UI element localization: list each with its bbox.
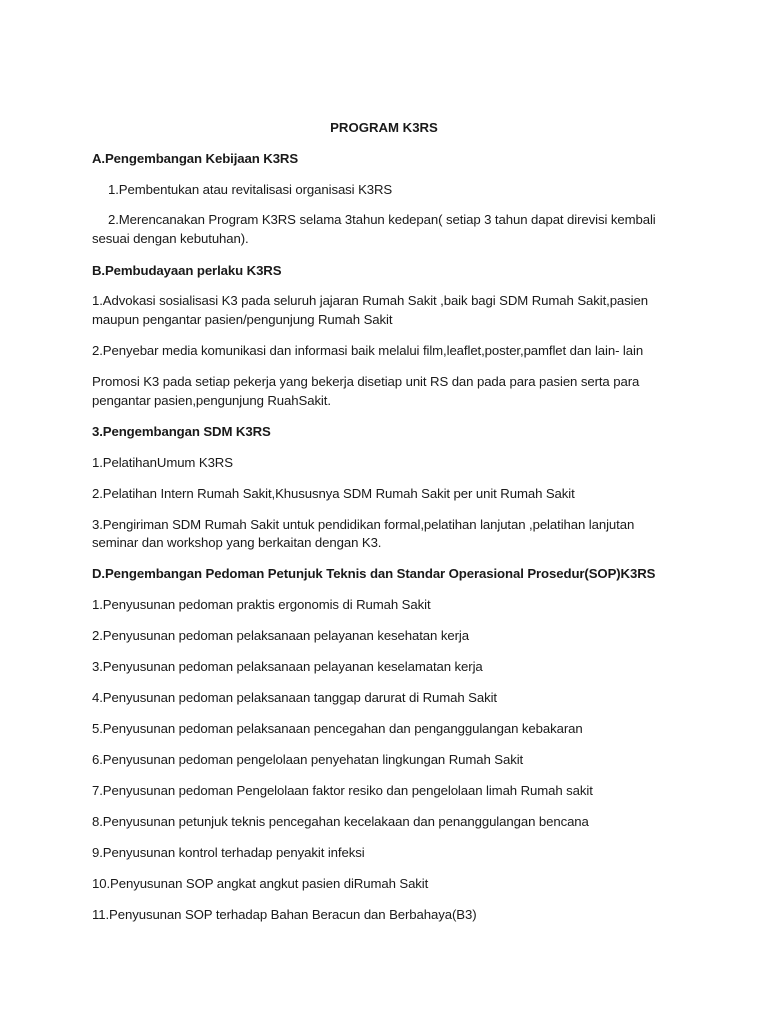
paragraph: Promosi K3 pada setiap pekerja yang bekerja disetiap unit RS dan pada para pasien serta para <box>92 374 640 389</box>
document-title: PROGRAM K3RS <box>330 120 438 135</box>
list-item: 5.Penyusunan pedoman pelaksanaan pencegahan dan penganggulangan kebakaran <box>92 721 583 736</box>
list-item: 2.Merencanakan Program K3RS selama 3tahun kedepan( setiap 3 tahun dapat direvisi kembali <box>108 212 656 227</box>
list-item: 2.Penyebar media komunikasi dan informasi baik melalui film,leaflet,poster,pamflet dan lain- lain <box>92 343 644 358</box>
section-heading-c: 3.Pengembangan SDM K3RS <box>92 424 271 439</box>
list-item-continuation: sesuai dengan kebutuhan). <box>92 231 249 246</box>
section-heading-b: B.Pembudayaan perlaku K3RS <box>92 263 282 278</box>
list-item: 8.Penyusunan petunjuk teknis pencegahan kecelakaan dan penanggulangan bencana <box>92 814 589 829</box>
list-item: 9.Penyusunan kontrol terhadap penyakit infeksi <box>92 845 365 860</box>
section-heading-a: A.Pengembangan Kebijaan K3RS <box>92 151 299 166</box>
list-item: 2.Penyusunan pedoman pelaksanaan pelayanan kesehatan kerja <box>92 628 469 643</box>
list-item-continuation: maupun pengantar pasien/pengunjung Rumah Sakit <box>92 312 393 327</box>
list-item: 10.Penyusunan SOP angkat angkut pasien diRumah Sakit <box>92 876 429 891</box>
list-item: 3.Penyusunan pedoman pelaksanaan pelayanan keselamatan kerja <box>92 659 483 674</box>
paragraph-continuation: pengantar pasien,pengunjung RuahSakit. <box>92 393 331 408</box>
section-heading-d: D.Pengembangan Pedoman Petunjuk Teknis dan Standar Operasional Prosedur(SOP)K3RS <box>92 566 656 581</box>
list-item: 1.Penyusunan pedoman praktis ergonomis di Rumah Sakit <box>92 597 431 612</box>
list-item: 3.Pengiriman SDM Rumah Sakit untuk pendidikan formal,pelatihan lanjutan ,pelatihan lanjutan <box>92 517 635 532</box>
list-item-continuation: seminar dan workshop yang berkaitan dengan K3. <box>92 535 382 550</box>
list-item: 7.Penyusunan pedoman Pengelolaan faktor resiko dan pengelolaan limah Rumah sakit <box>92 783 593 798</box>
list-item: 2.Pelatihan Intern Rumah Sakit,Khususnya SDM Rumah Sakit per unit Rumah Sakit <box>92 486 575 501</box>
list-item: 4.Penyusunan pedoman pelaksanaan tanggap darurat di Rumah Sakit <box>92 690 497 705</box>
list-item: 11.Penyusunan SOP terhadap Bahan Beracun dan Berbahaya(B3) <box>92 907 477 922</box>
list-item: 1.Pembentukan atau revitalisasi organisasi K3RS <box>108 182 393 197</box>
list-item: 6.Penyusunan pedoman pengelolaan penyehatan lingkungan Rumah Sakit <box>92 752 524 767</box>
list-item: 1.Advokasi sosialisasi K3 pada seluruh jajaran Rumah Sakit ,baik bagi SDM Rumah Sakit,pasien <box>92 293 648 308</box>
list-item: 1.PelatihanUmum K3RS <box>92 455 233 470</box>
